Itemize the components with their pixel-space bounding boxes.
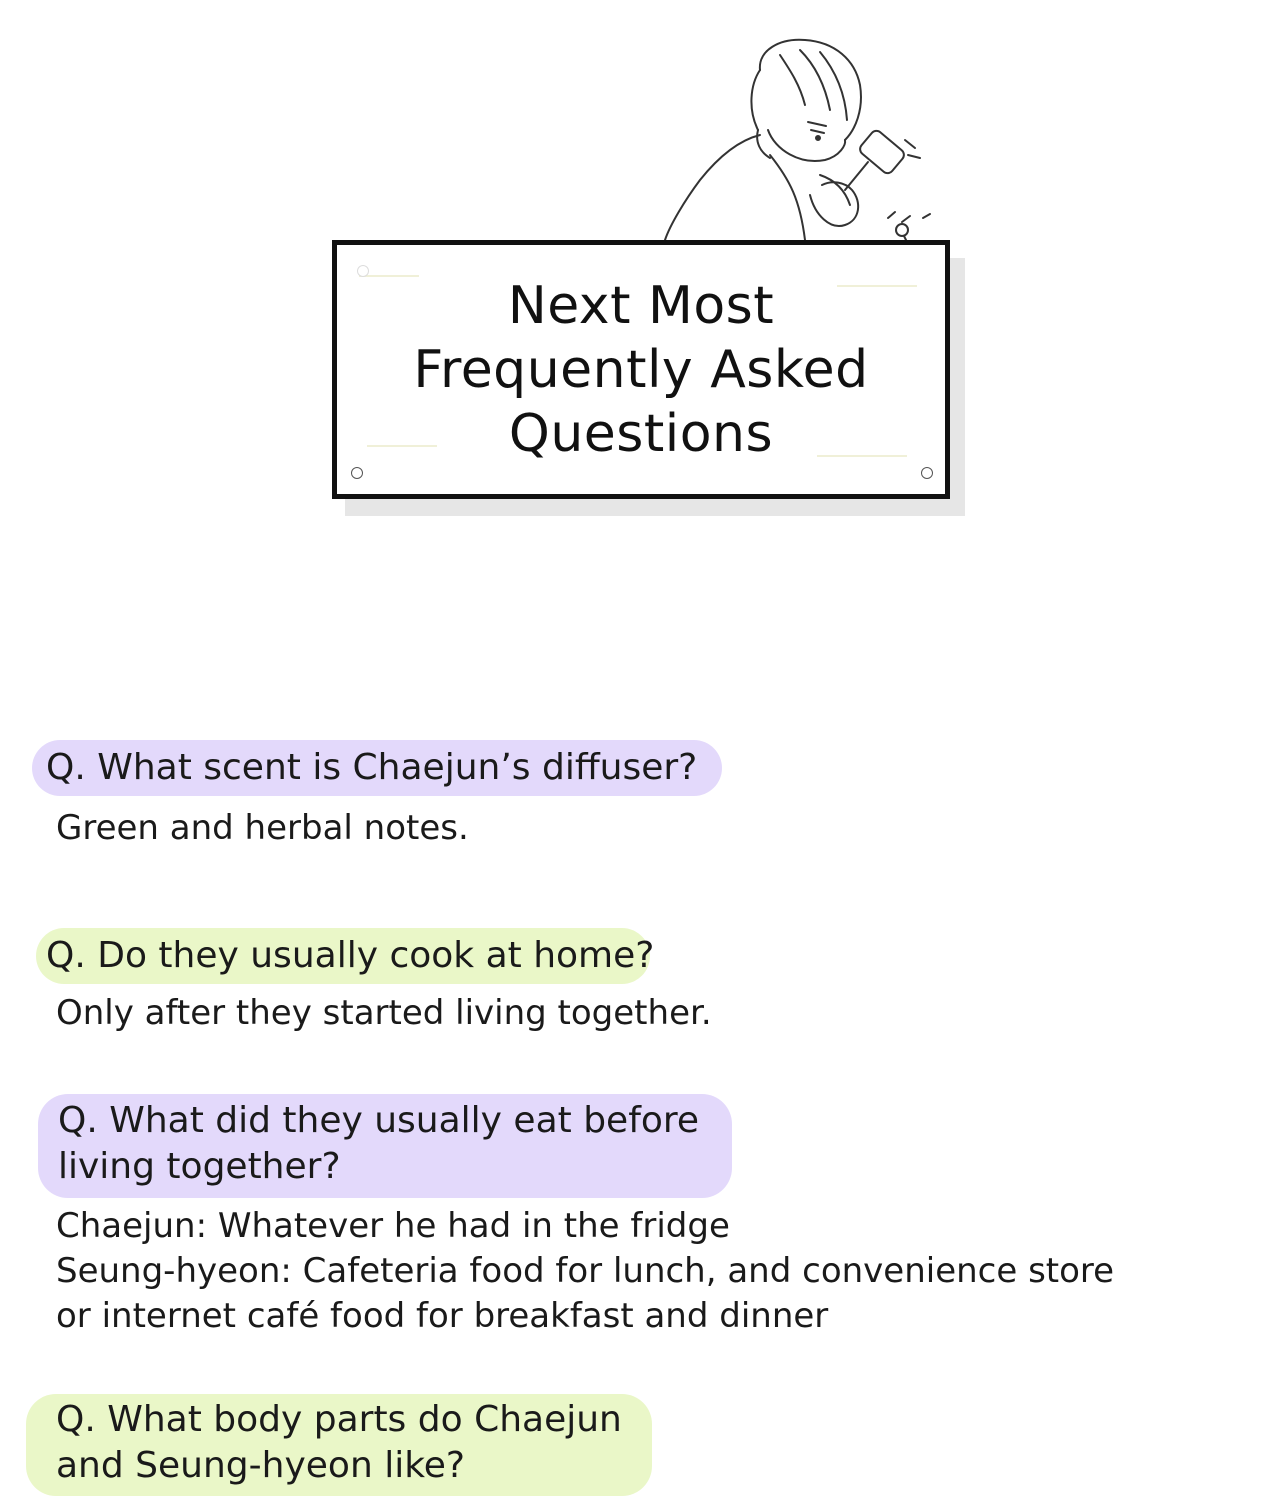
- question-text: living together?: [58, 1146, 341, 1187]
- answer-line: or internet café food for breakfast and dinner: [56, 1296, 829, 1336]
- faq-sign: [332, 240, 950, 499]
- question-text: Q. What scent is Chaejun’s diffuser?: [46, 747, 698, 788]
- question-text: Q. Do they usually cook at home?: [46, 935, 655, 976]
- question-bubble: [26, 1394, 652, 1496]
- character-hammering-illustration: [640, 30, 940, 250]
- sign-title-line: Next Most: [507, 275, 775, 336]
- sign-title-line: Questions: [508, 403, 774, 464]
- sign-title: [413, 274, 868, 466]
- question-text: Q. What did they usually eat before: [58, 1100, 700, 1141]
- question-text: and Seung-hyeon like?: [56, 1445, 466, 1486]
- nail-icon: [357, 265, 369, 277]
- answer-text: [56, 1204, 1114, 1339]
- answer-line: Chaejun: Whatever he had in the fridge: [56, 1206, 730, 1246]
- question-bubble: [38, 1094, 732, 1198]
- answer-text: [56, 991, 712, 1036]
- question-bubble: [36, 928, 655, 984]
- sign-title-line: Frequently Asked: [413, 339, 869, 400]
- answer-line: Green and herbal notes.: [56, 808, 469, 848]
- nail-icon: [351, 467, 363, 479]
- question-text: Q. What body parts do Chaejun: [56, 1399, 622, 1440]
- answer-line: Seung-hyeon: Cafeteria food for lunch, and convenience store: [56, 1251, 1115, 1291]
- answer-text: [56, 806, 469, 851]
- question-bubble: [32, 740, 722, 796]
- nail-icon: [921, 467, 933, 479]
- answer-line: Only after they started living together.: [56, 993, 712, 1033]
